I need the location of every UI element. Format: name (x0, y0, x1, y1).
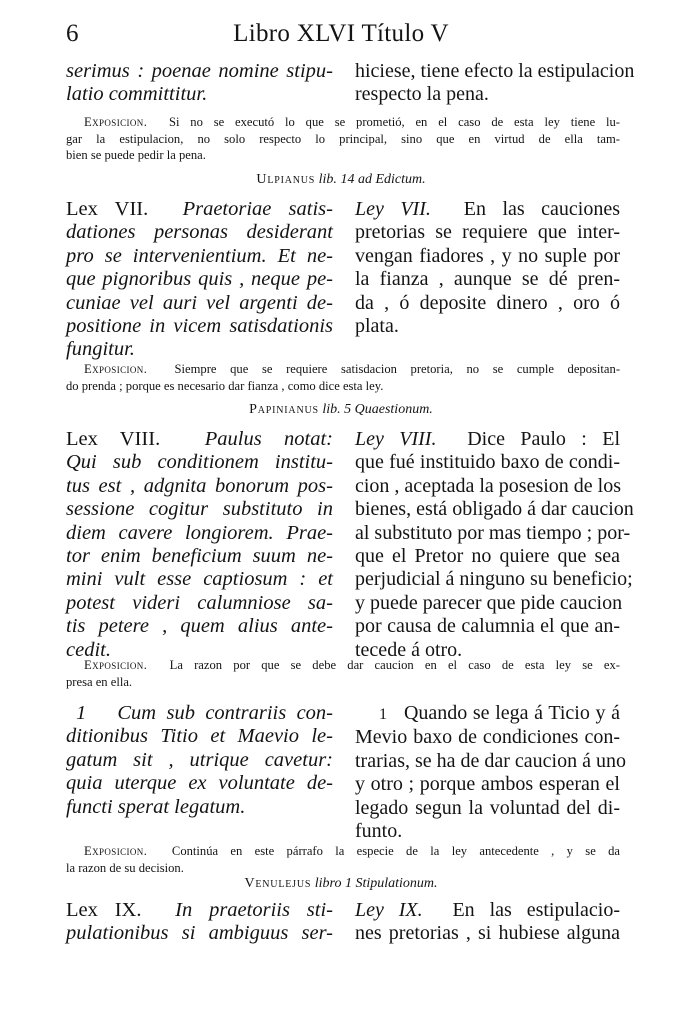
text-block-lex-viii (66, 428, 634, 662)
work-title: 5 Quaestionum. (344, 402, 433, 417)
spanish-line: respecto la pena. (355, 83, 489, 106)
spanish-column (355, 899, 620, 946)
exposition-label: Exposicion. (84, 362, 148, 376)
exposition-2 (66, 657, 620, 690)
lex-label: Lex IX. (66, 899, 142, 921)
spanish-line: que el Pretor no quiere que sea (355, 545, 620, 568)
latin-line: mini vult esse captiosum : et (66, 568, 333, 591)
exposition-line: Siempre que se requiere satisdacion pretoria, no se cumple depositan- (174, 362, 621, 376)
exposition-line: La razon por que se debe dar caucion en el caso de esta ley se ex- (169, 658, 620, 672)
exposition-line: bien se puede pedir la pena. (66, 148, 206, 163)
spanish-line: cion , aceptada la posesion de los (355, 474, 622, 497)
author-name: Ulpianus (256, 172, 316, 187)
exposition-1 (66, 361, 621, 394)
exposition-line: do prenda ; porque es necesario dar fianza , como dice esta ley. (66, 378, 384, 393)
running-title: Libro XLVI Título V (233, 20, 449, 47)
work-abbrev: lib. (322, 402, 341, 417)
latin-column (66, 702, 333, 843)
exposition-label: Exposicion. (84, 115, 148, 129)
latin-column (66, 428, 333, 662)
spanish-line: En las cauciones (463, 198, 620, 220)
spanish-line: tecede á otro. (355, 638, 463, 661)
latin-line: pulationibus si ambiguus ser- (66, 922, 333, 945)
spanish-line: pretorias se requiere que inter- (355, 221, 620, 244)
spanish-line: y puede parecer que pide caucion (355, 591, 623, 614)
work-title: 1 Stipulationum. (344, 876, 438, 891)
spanish-line: funto. (355, 820, 403, 843)
work-abbrev: libro (314, 876, 342, 891)
latin-line: pro se intervenientium. Et ne- (66, 244, 333, 267)
exposition-0 (66, 114, 621, 164)
attribution-papinianus (0, 402, 682, 418)
page-header (0, 14, 682, 54)
spanish-line: al substituto por mas tiempo ; por- (355, 521, 631, 544)
text-block-paragraph-1 (66, 702, 626, 843)
latin-line: diem cavere longiorem. Prae- (66, 521, 333, 544)
latin-line: que pignoribus quis , neque pe- (66, 268, 333, 291)
ley-label: Ley VIII. (355, 428, 437, 450)
latin-line: tor enim beneficium suum ne- (66, 545, 333, 568)
text-block-lex-ix (66, 899, 620, 946)
spanish-line: bienes, está obligado á dar caucion (355, 498, 634, 521)
exposition-line: presa en ella. (66, 674, 133, 689)
latin-line: Paulus notat: (204, 428, 333, 450)
exposition-3 (66, 843, 620, 876)
ley-label: Ley VII. (355, 198, 431, 220)
lex-label: Lex VIII. (66, 428, 161, 450)
exposition-line: gar la estipulacion, no solo respecto lo principal, sino que en virtud de ella tam- (66, 131, 620, 146)
spanish-column (355, 702, 626, 843)
spanish-line: que fué instituido baxo de condi- (355, 451, 620, 474)
spanish-line: da , ó deposite dinero , oro ó (355, 291, 620, 314)
spanish-line: legado segun la voluntad del di- (355, 796, 620, 819)
spanish-column (355, 428, 634, 662)
spanish-line: la fianza , aunque se dé pren- (355, 268, 620, 291)
latin-line: quia uterque ex voluntate de- (66, 772, 333, 795)
latin-line: tus est , adgnita bonorum pos- (66, 474, 333, 497)
author-name: Venulejus (244, 876, 312, 891)
latin-line: In praetoriis sti- (175, 899, 333, 921)
work-title: 14 ad Edictum. (340, 172, 426, 187)
latin-line: latio committitur. (66, 83, 208, 106)
exposition-label: Exposicion. (84, 844, 148, 858)
latin-column (66, 198, 333, 362)
spanish-line: plata. (355, 315, 399, 338)
latin-line: gatum sit , utrique cavetur: (66, 748, 333, 771)
text-block-0 (66, 60, 635, 107)
spanish-line: trarias, se ha de dar caucion á uno (355, 749, 626, 772)
text-block-lex-vii (66, 198, 620, 362)
spanish-column (355, 60, 635, 107)
spanish-line: Quando se lega á Ticio y á (403, 702, 621, 724)
paragraph-number: 1 (379, 706, 387, 723)
latin-column (66, 899, 333, 946)
latin-line: ditionibus Titio et Maevio le- (66, 725, 333, 748)
latin-line: positione in vicem satisdationis (66, 315, 333, 338)
latin-line: dationes personas desiderant (66, 221, 333, 244)
exposition-line: Continúa en este párrafo la especie de la ley antecedente , y se da (171, 844, 620, 858)
latin-line: cedit. (66, 638, 111, 661)
exposition-label: Exposicion. (84, 658, 148, 672)
paragraph-number: 1 (76, 702, 87, 724)
latin-line: sessione cogitur substituto in (66, 498, 333, 521)
page-number: 6 (66, 20, 79, 47)
latin-line: Cum sub contrariis con- (117, 702, 333, 724)
spanish-line: nes pretorias , si hubiese alguna (355, 922, 620, 945)
latin-line: tis petere , quem alius ante- (66, 615, 333, 638)
attribution-venulejus (0, 876, 682, 892)
spanish-line: hiciese, tiene efecto la estipulacion (355, 60, 635, 82)
spanish-line: perjudicial á ninguno su beneficio; (355, 568, 633, 591)
latin-line: cuniae vel auri vel argenti de- (66, 291, 333, 314)
spanish-line: En las estipulacio- (452, 899, 621, 921)
latin-line: Qui sub conditionem institu- (66, 451, 333, 474)
exposition-line: Si no se executó lo que se prometió, en el caso de esta ley tiene lu- (168, 115, 621, 129)
latin-line: fungitur. (66, 338, 135, 361)
ley-label: Ley IX. (355, 899, 423, 921)
spanish-line: Mevio baxo de condiciones con- (355, 726, 620, 749)
attribution-ulpianus (0, 172, 682, 188)
exposition-line: la razon de su decision. (66, 860, 184, 875)
spanish-line: Dice Paulo : El (467, 428, 621, 450)
latin-column (66, 60, 333, 107)
latin-line: functi sperat legatum. (66, 795, 246, 818)
author-name: Papinianus (249, 402, 319, 417)
work-abbrev: lib. (318, 172, 337, 187)
spanish-line: por causa de calumnia el que an- (355, 615, 620, 638)
spanish-line: vengan fiadores , y no suple por (355, 244, 620, 267)
spanish-column (355, 198, 620, 362)
lex-label: Lex VII. (66, 198, 149, 220)
latin-line: potest videri calumniose sa- (66, 591, 333, 614)
spanish-line: y otro ; porque ambos esperan el (355, 773, 620, 796)
latin-line: serimus : poenae nomine stipu- (66, 60, 333, 82)
latin-line: Praetoriae satis- (182, 198, 333, 220)
